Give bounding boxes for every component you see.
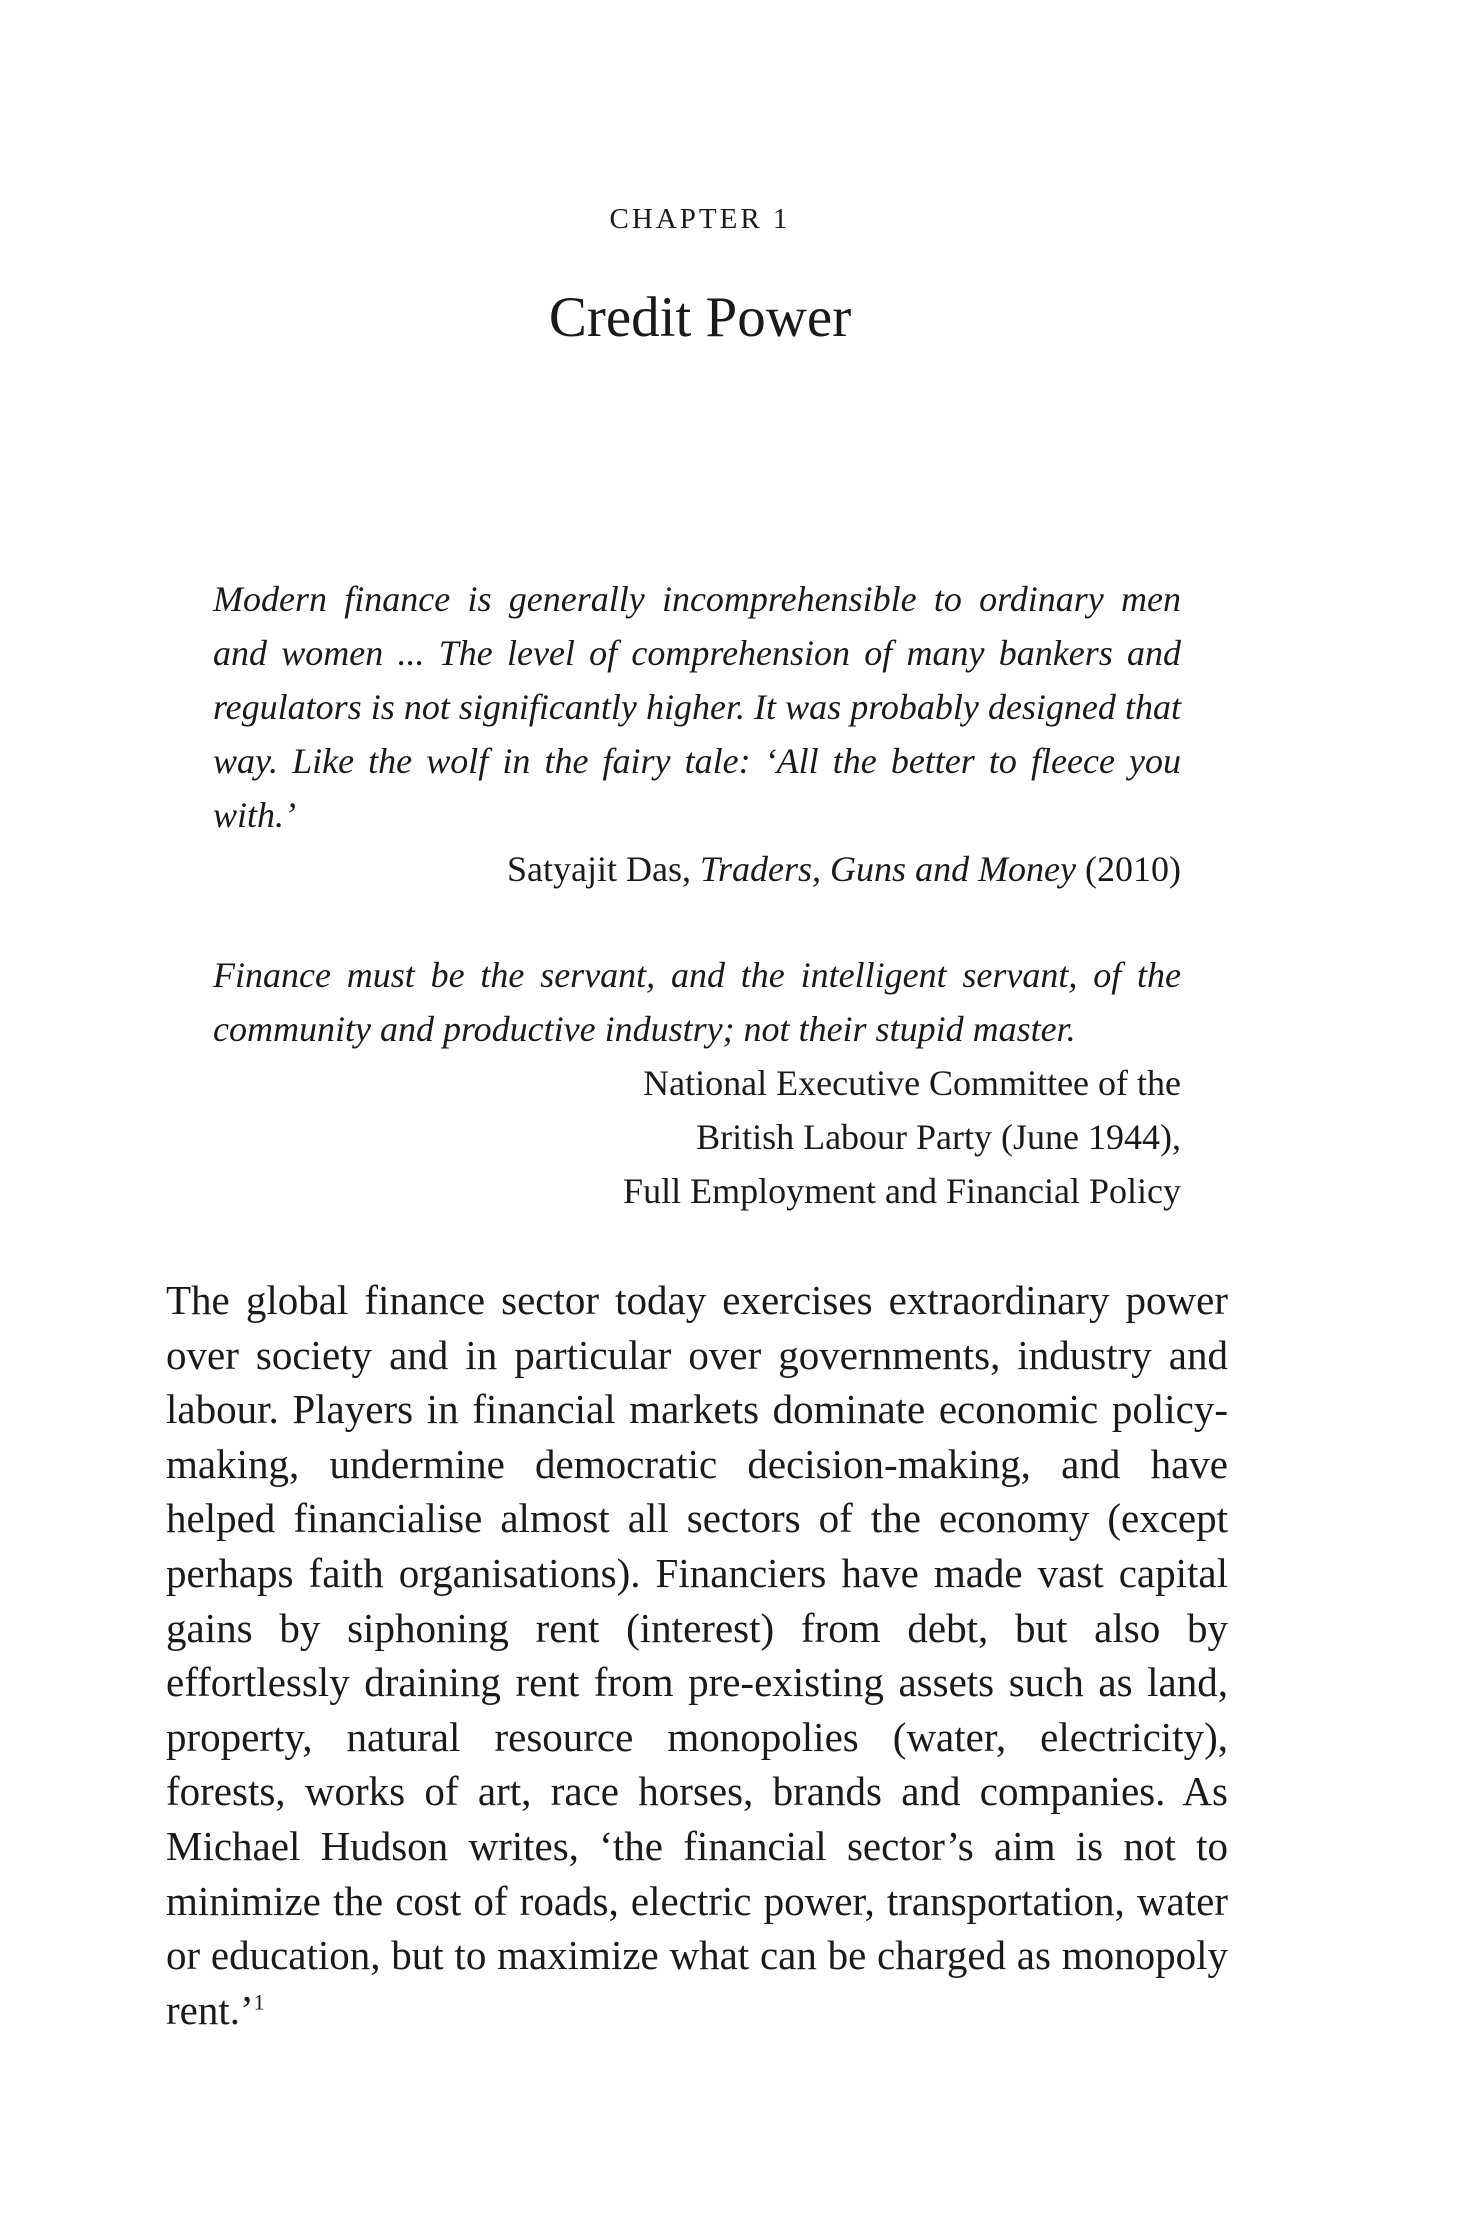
- epigraph-source-line: National Executive Committee of the: [643, 1063, 1181, 1103]
- epigraph-year: (2010): [1076, 849, 1181, 889]
- body-paragraph: [166, 1273, 1228, 2037]
- epigraph-source-line: British Labour Party (June 1944),: [696, 1117, 1181, 1157]
- chapter-label: CHAPTER 1: [609, 203, 791, 235]
- epigraph-quote: Finance must be the servant, and the intelligent servant, of the community and productive industry; not their stupid master.: [213, 955, 1181, 1049]
- footnote-marker[interactable]: 1: [253, 1989, 265, 2015]
- epigraph-attribution: [213, 1056, 1181, 1218]
- epigraph-author: Satyajit Das,: [507, 849, 701, 889]
- epigraph-quote: Modern finance is generally incomprehensible to ordinary men and women ... The level of comprehension of many bankers and regulators is not significantly higher. It was probably designed that way. Like the wolf in the fairy tale: ‘All the better to fleece you with.’: [213, 579, 1181, 835]
- epigraph-work-title: Traders, Guns and Money: [700, 849, 1077, 889]
- chapter-title: Credit Power: [548, 286, 852, 349]
- epigraph-labour-party: [213, 948, 1181, 1218]
- epigraph-source-line: Full Employment and Financial Policy: [623, 1171, 1181, 1211]
- epigraph-attribution: [213, 842, 1181, 896]
- body-paragraph-text: The global finance sector today exercises extraordinary power over society and in particular over governments, industry and labour. Players in financial markets dominate economic policy-making, undermine democratic decision-making, and have helped financialise almost all sectors of the economy (except perhaps faith organisations). Financiers have made vast capital gains by siphoning rent (interest) from debt, but also by effortlessly draining rent from pre-existing assets such as land, property, natural resource monopolies (water, electricity), forests, works of art, race horses, brands and companies. As Michael Hudson writes, ‘the financial sector’s aim is not to minimize the cost of roads, electric power, transportation, water or education, but to maximize what can be charged as monopoly rent.’: [166, 1277, 1228, 2033]
- epigraph-das: [213, 572, 1181, 896]
